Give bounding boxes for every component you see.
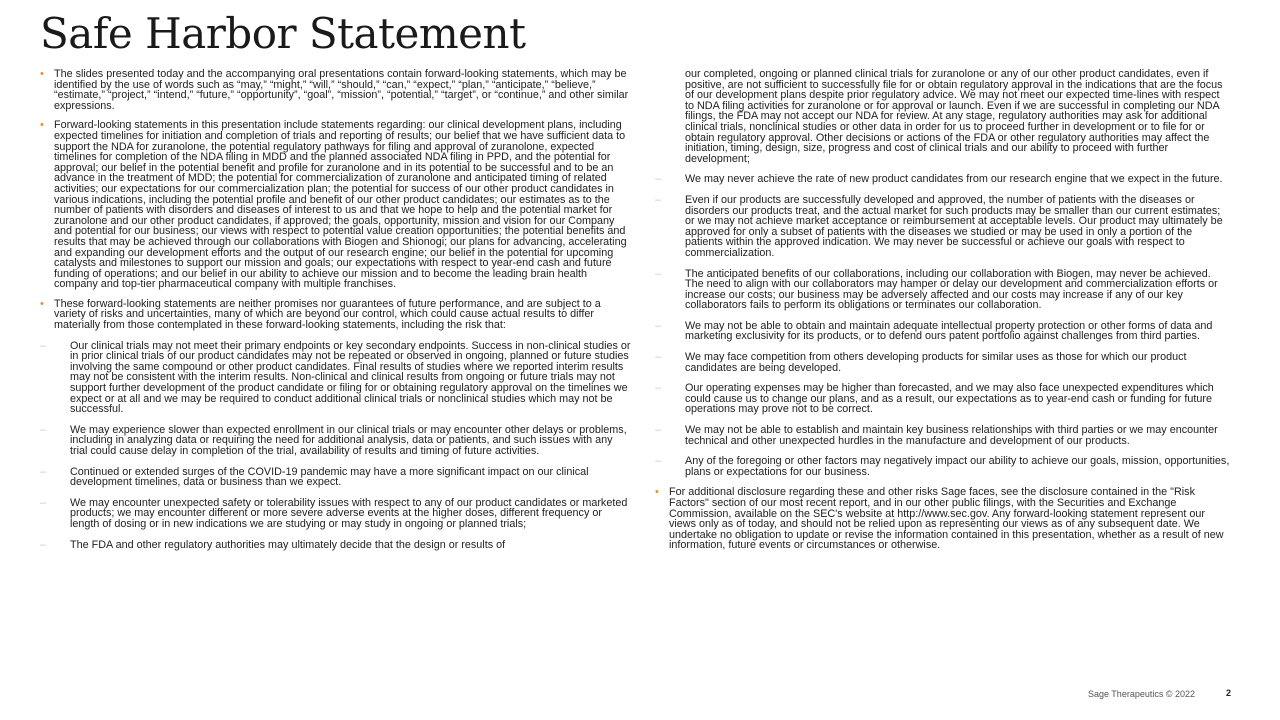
risk-item: – The FDA and other regulatory authorities may ultimately decide that the design or results of <box>40 540 632 551</box>
risk-item: – Our operating expenses may be higher than forecasted, and we may also face unexpected expenditures which could cause us to change our plans, and as a result, our expectations as to year-end cash or funding for future operations may prove not to be correct. <box>655 383 1231 415</box>
statement-list-right <box>655 487 1231 551</box>
risks-intro-text: These forward-looking statements are neither promises nor guarantees of future performance, and are subject to a variety of risks and uncertainties, many of which are beyond our control, which could cause actual results to differ materially from those contemplated in these forward-looking statements, including the risk that: <box>54 297 601 332</box>
risk-item: – Our clinical trials may not meet their primary endpoints or key secondary endpoints. Success in non-clinical studies or in prior clinical trials of our product candidates may not be repeated or observed in ongoing, planned or future studies involving the same compound or other product candidates. Final results of studies where we reported interim results may not be consistent with the interim results. Non-clinical and clinical results from ongoing or future trials may not support further development of the product candidate or filing for or obtaining regulatory approval on the timelines we expect or at all and we may be required to conduct additional clinical trials or nonclinical studies which may not be successful. <box>40 341 632 415</box>
right-column <box>655 69 1231 560</box>
bullet-additional-disclosure: • For additional disclosure regarding these and other risks Sage faces, see the disclosure contained in the "Risk Factors" section of our most recent report, and in our other public filings, with the Securities and Exchange Commission, available on the SEC's website at http://www.sec.gov. Any forward-looking statement represent our views only as of today, and should not be relied upon as representing our views as of any subsequent date. We undertake no obligation to update or revise the information contained in this presentation, whether as a result of new information, future events or circumstances or otherwise. <box>655 487 1231 551</box>
risk-item: – Continued or extended surges of the COVID-19 pandemic may have a more significant impact on our clinical development timelines, data or business than we expect. <box>40 467 632 488</box>
left-column <box>40 69 632 560</box>
risk-item: – We may never achieve the rate of new product candidates from our research engine that we expect in the future. <box>655 174 1231 185</box>
risk-item: – The anticipated benefits of our collaborations, including our collaboration with Biogen, may never be achieved. The need to align with our collaborators may hamper or delay our development and commercialization efforts or increase our costs; our business may be adversely affected and our costs may increase if any of our key collaborators fails to perform its obligations or terminates our collaboration. <box>655 269 1231 311</box>
risk-item: – Any of the foregoing or other factors may negatively impact our ability to achieve our goals, mission, opportunities, plans or expectations for our business. <box>655 456 1231 477</box>
risk-item: – We may encounter unexpected safety or tolerability issues with respect to any of our product candidates or marketed products; we may encounter different or more severe adverse events at the higher doses, different frequency or length of dosing or in new indications we are studying or may study in ongoing or planned trials; <box>40 498 632 530</box>
risk-item: – We may not be able to establish and maintain key business relationships with third parties or we may encounter technical and other unexpected hurdles in the manufacture and development of our products. <box>655 425 1231 446</box>
footer-brand: Sage Therapeutics © 2022 <box>1087 689 1195 699</box>
page-number: 2 <box>1225 688 1231 698</box>
statement-list <box>40 69 632 550</box>
bullet-intro: • The slides presented today and the accompanying oral presentations contain forward-looking statements, which may be identified by the use of words such as “may,” “might,” “will,” “should,” “can,” “expect,” “plan,” “anticipate,” “believe,” “estimate,” “project,” “intend,” “future,” “opportunity”, “goal”, “mission”, “potential,” “target”, or “continue,” and other similar expressions. <box>40 69 632 111</box>
risk-item: – Even if our products are successfully developed and approved, the number of patients with the diseases or disorders our products treat, and the actual market for such products may be smaller than our current estimates; or we may not achieve market acceptance or reimbursement at acceptable levels. Our product may ultimately be approved for only a subset of patients with the diseases we studied or may be used in only a portion of the patients within the approved indication. We may never be successful or achieve our goals with respect to commercialization. <box>655 195 1231 259</box>
risk-item: – We may experience slower than expected enrollment in our clinical trials or may encounter other delays or problems, including in analyzing data or requiring the need for additional analysis, data or patients, and such issues with any trial could cause delay in completion of the trial, availability of results and timing of future activities. <box>40 425 632 457</box>
risk-list-left <box>40 341 632 551</box>
risk-list-right <box>655 69 1231 477</box>
risk-item-continuation: our completed, ongoing or planned clinical trials for zuranolone or any of our other product candidates, even if positive, are not sufficient to successfully file for or obtain regulatory approval in the indications that are the focus of our development plans despite prior regulatory advice. We may not meet our expected time-lines with respect to NDA filing activities for zuranolone or for approval or launch. Even if we are successful in completing our NDA filings, the FDA may not accept our NDA for review. At any stage, regulatory authorities may ask for additional clinical trials, nonclinical studies or other data in order for us to proceed further in development or to file for or obtain regulatory approval. Other decisions or actions of the FDA or other regulatory authorities may affect the initiation, timing, design, size, progress and cost of clinical trials and our ability to proceed with further development; <box>685 68 1223 165</box>
bullet-risks-intro <box>40 299 632 550</box>
risk-item: – We may face competition from others developing products for similar uses as those for which our product candidates are being developed. <box>655 352 1231 373</box>
risk-item: – We may not be able to obtain and maintain adequate intellectual property protection or other forms of data and marketing exclusivity for its products, or to defend ours patent portfolio against challenges from third parties. <box>655 321 1231 342</box>
slide-title: Safe Harbor Statement <box>40 9 526 58</box>
bullet-forward-looking-topics: • Forward-looking statements in this presentation include statements regarding: our clinical development plans, including expected timelines for initiation and completion of trials and reporting of results; our belief that we have sufficient data to support the NDA for zuranolone, the potential regulatory pathways for filing and approval of zuranolone, expected timelines for completion of the NDA filing in MDD and the planned associated NDA filing in PPD, and the potential for approval; our belief in the potential benefit and profile for zuranolone and in its potential to be successful and to be an advance in the treatment of MDD; the potential for commercialization of zuranolone and anticipated timing of related activities; our expectations for our commercialization plan; the potential for success of our other product candidates in various indications, including the potential profile and benefit of our other product candidates; our estimates as to the number of patients with disorders and diseases of interest to us and that we hope to help and the potential market for zuranolone and our other product candidates, if approved; the goals, opportunity, mission and vision for our Company and potential for our business; our views with respect to potential value creation opportunities; the potential benefits and results that may be achieved through our collaborations with Biogen and Shionogi; our plans for advancing, accelerating and expanding our development efforts and the output of our research engine; our belief in the potential for upcoming catalysts and milestones to support our mission and goals; our expectations with respect to year-end cash and future funding of operations; and our belief in our ability to achieve our mission and to become the leading brain health company and top-tier pharmaceutical company with multiple franchises. <box>40 120 632 290</box>
